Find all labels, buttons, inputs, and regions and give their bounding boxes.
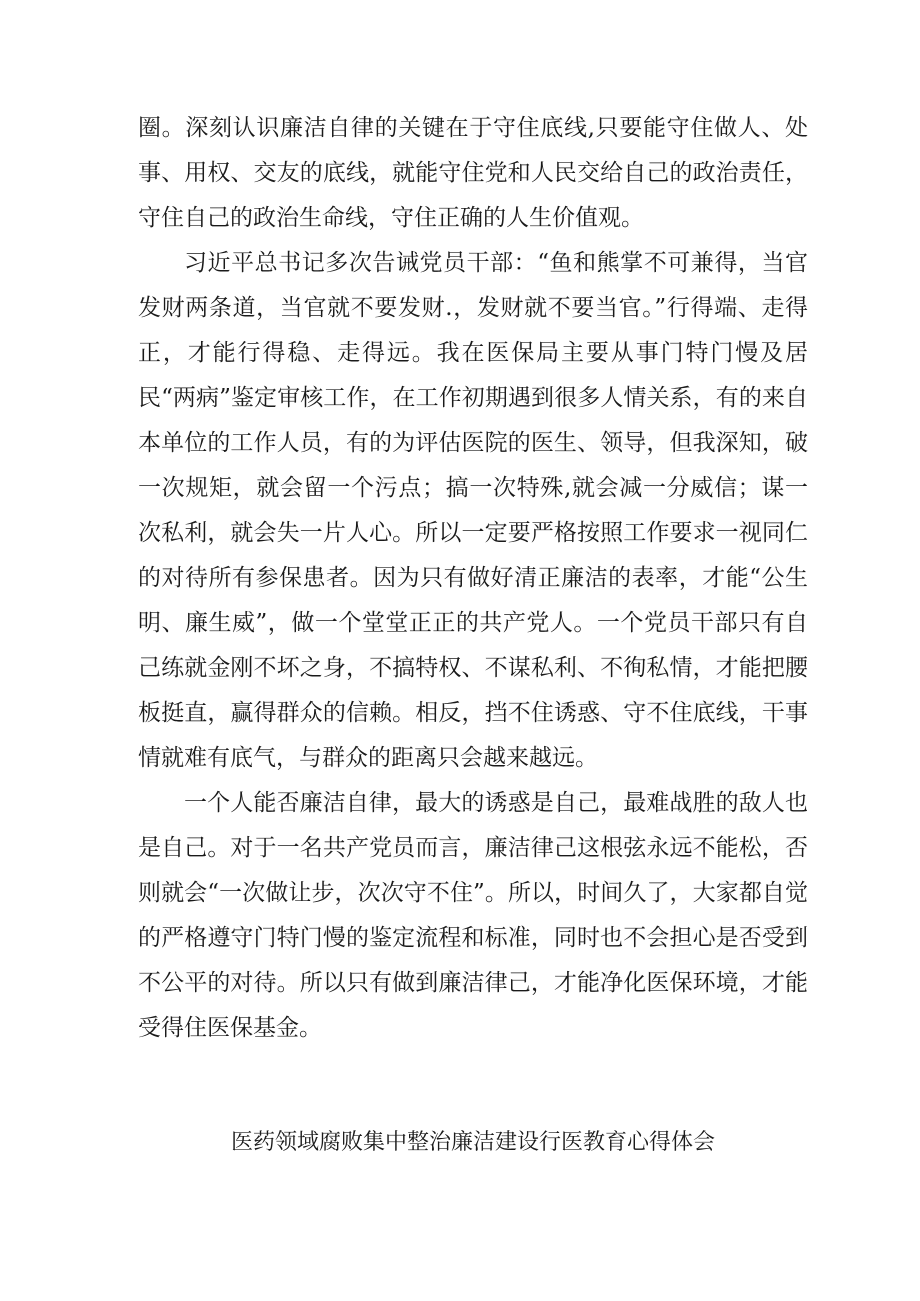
document-body [138, 106, 808, 1051]
paragraph-1: 圈。深刻认识廉洁自律的关键在于守住底线,只要能守住做人、处事、用权、交友的底线，就能守住党和人民交给自己的政治责任，守住自己的政治生命线，守住正确的人生价值观。 [138, 115, 808, 231]
section-title: 医药领域腐败集中整治廉洁建设行医教育心得体会 [230, 1130, 715, 1155]
paragraph-3: 一个人能否廉洁自律，最大的诱惑是自己，最难战胜的敌人也是自己。对于一名共产党员而言，廉洁律己这根弦永远不能松，否则就会“一次做让步，次次守不住”。所以，时间久了，大家都自觉的严格遵守门特门慢的鉴定流程和标准，同时也不会担心是否受到不公平的对待。所以只有做到廉洁律己，才能净化医保环境，才能受得住医保基金。 [138, 790, 808, 1041]
paragraph-2: 习近平总书记多次告诫党员干部：“鱼和熊掌不可兼得，当官发财两条道，当官就不要发财.，发财就不要当官。”行得端、走得正，才能行得稳、走得远。我在医保局主要从事门特门慢及居民“两病”鉴定审核工作，在工作初期遇到很多人情关系，有的来自本单位的工作人员，有的为评估医院的医生、领导，但我深知，破一次规矩，就会留一个污点；搞一次特殊,就会减一分威信；谋一次私利，就会失一片人心。所以一定要严格按照工作要求一视同仁的对待所有参保患者。因为只有做好清正廉洁的表率，才能“公生明、廉生威”，做一个堂堂正正的共产党人。一个党员干部只有自己练就金刚不坏之身，不搞特权、不谋私利、不徇私情，才能把腰板挺直，赢得群众的信赖。相反，挡不住诱惑、守不住底线，干事情就难有底气，与群众的距离只会越来越远。 [138, 250, 808, 771]
